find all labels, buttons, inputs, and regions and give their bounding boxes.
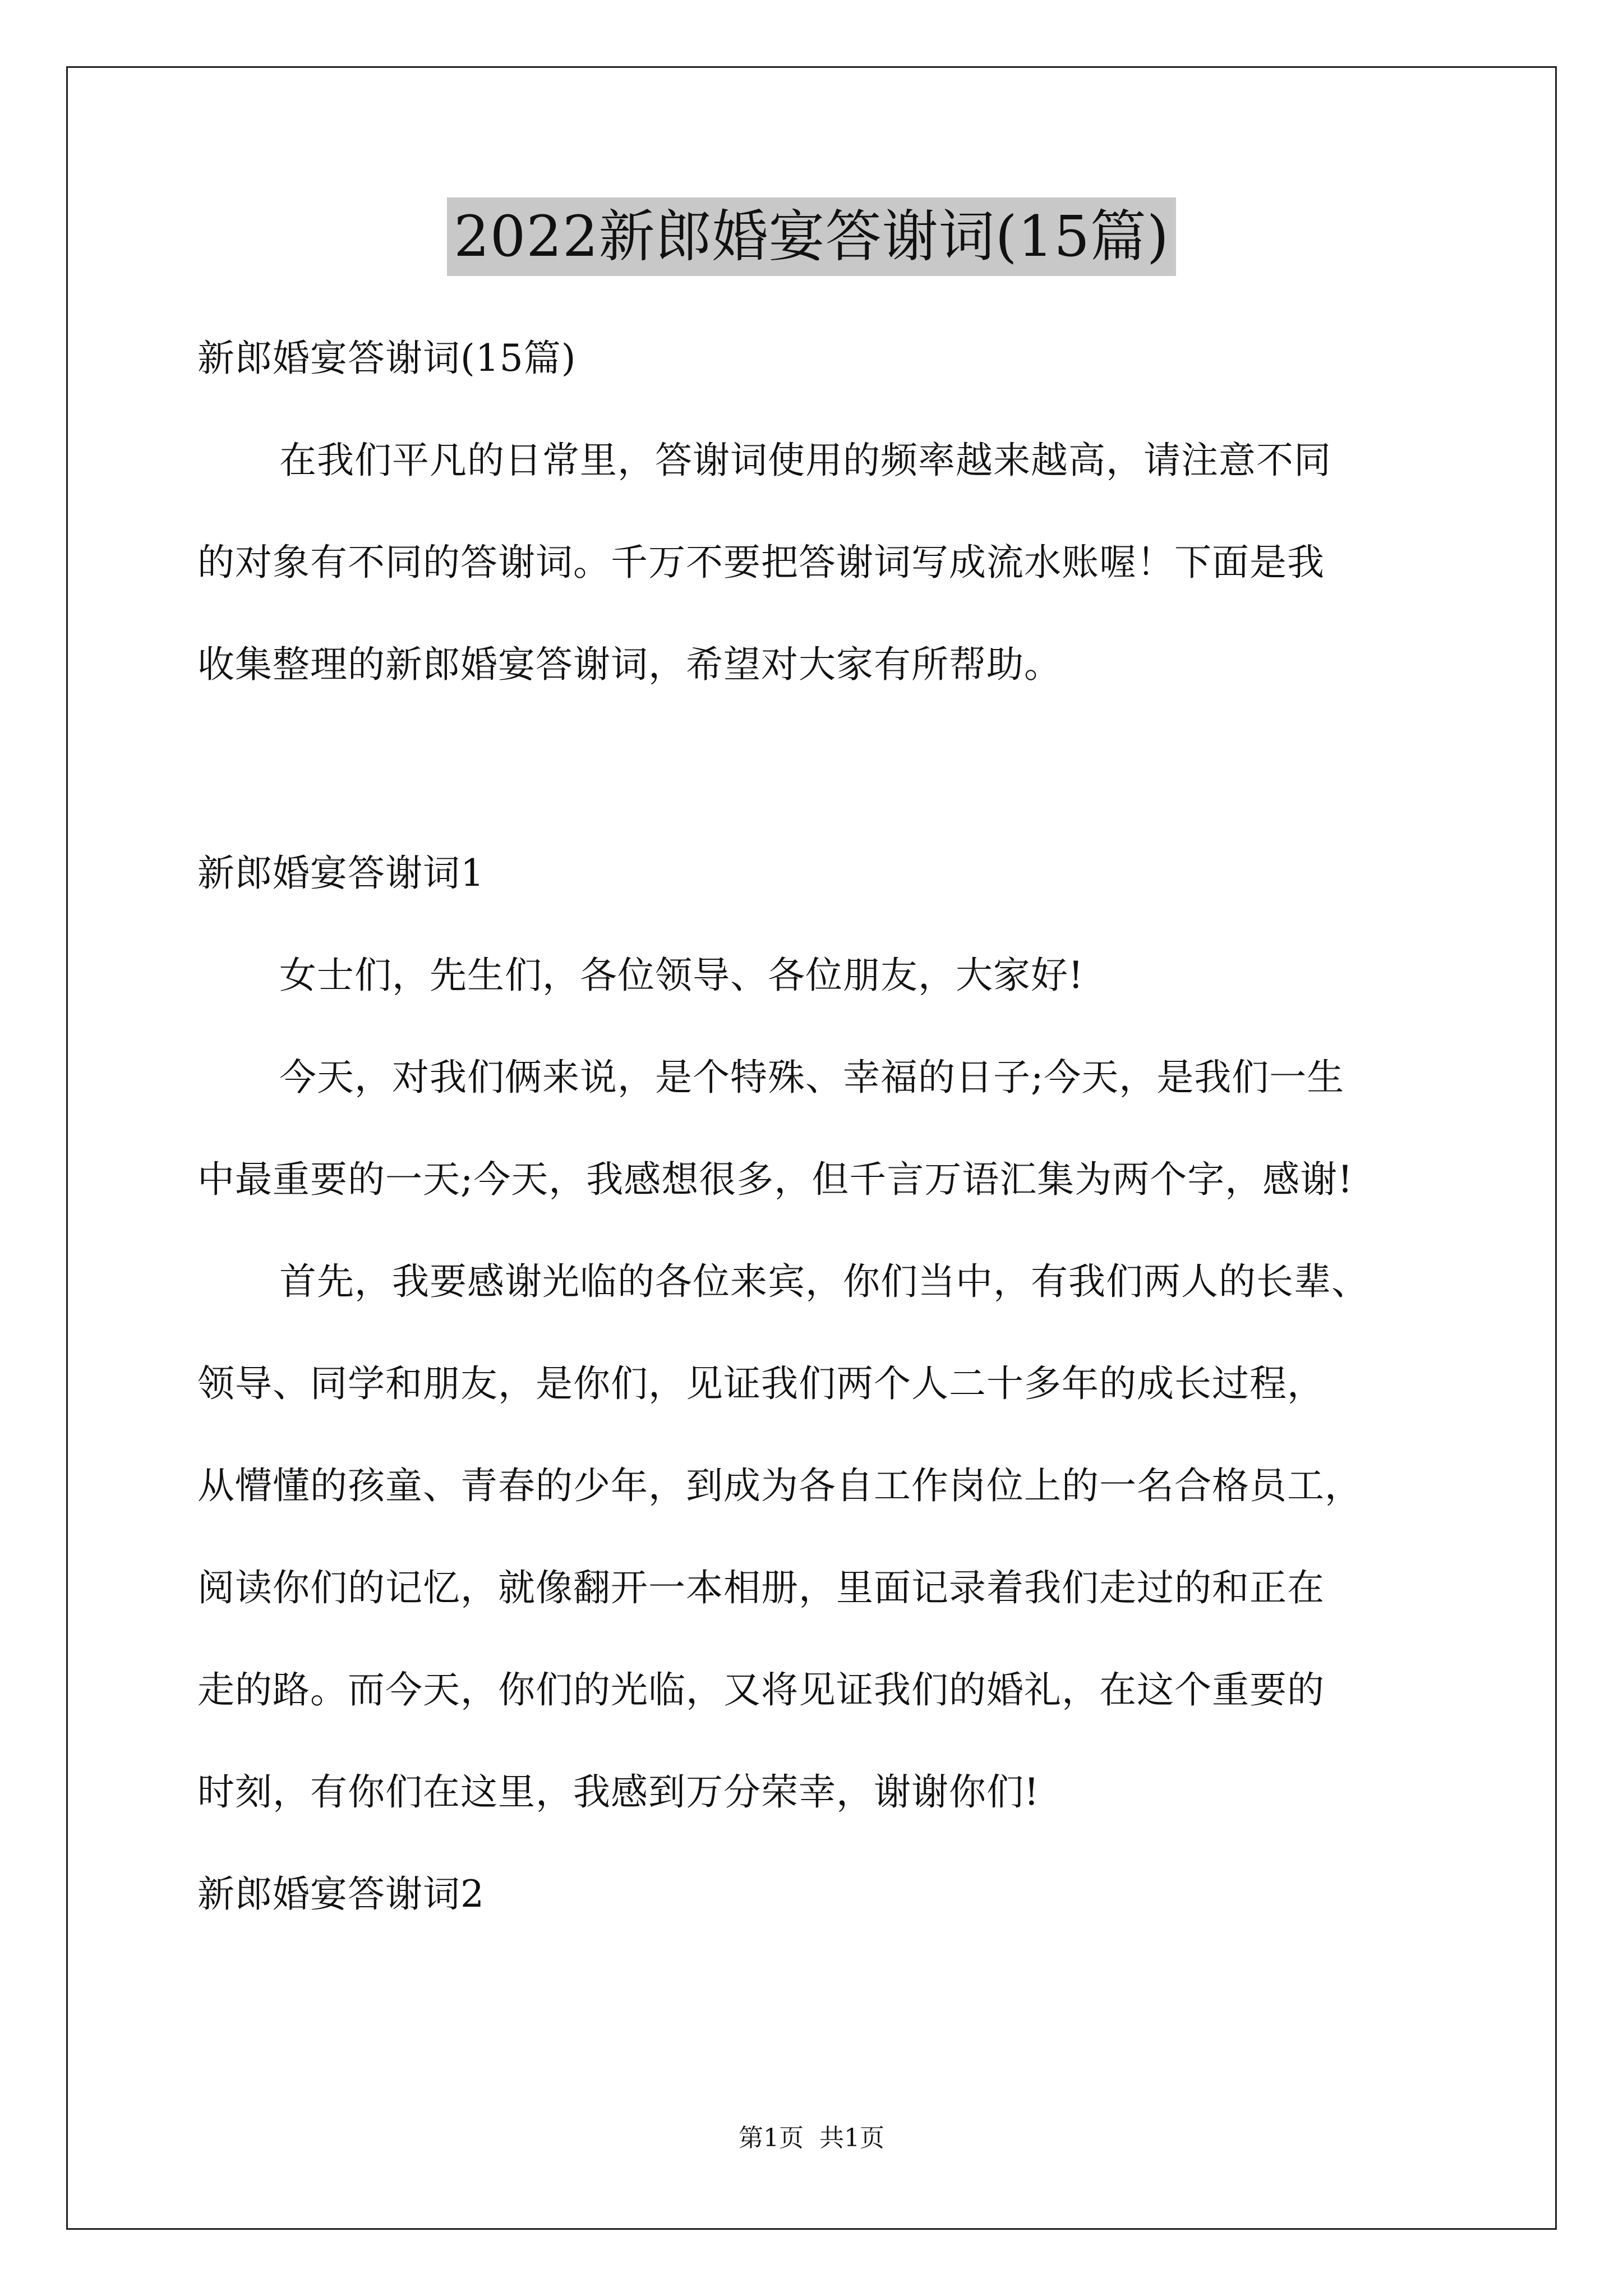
subtitle: 新郎婚宴答谢词(15篇) (197, 337, 577, 380)
section-1-line-5: 领导、同学和朋友，是你们，见证我们两个人二十多年的成长过程， (197, 1362, 1325, 1405)
section-1-heading: 新郎婚宴答谢词1 (197, 852, 485, 895)
section-1-line-9: 时刻，有你们在这里，我感到万分荣幸，谢谢你们! (197, 1770, 1040, 1814)
document-body (197, 307, 1429, 1945)
page-total: 共1页 (819, 2124, 884, 2152)
page-footer (0, 2122, 1623, 2155)
section-1-line-4: 首先，我要感谢光临的各位来宾，你们当中，有我们两人的长辈、 (279, 1260, 1369, 1303)
section-1-line-6: 从懵懂的孩童、青春的少年，到成为各自工作岗位上的一名合格员工， (197, 1464, 1362, 1507)
intro-line-3: 收集整理的新郎婚宴答谢词，希望对大家有所帮助。 (197, 643, 1062, 686)
intro-line-2: 的对象有不同的答谢词。千万不要把答谢词写成流水账喔！下面是我 (197, 541, 1325, 584)
section-1-line-3: 中最重要的一天;今天，我感想很多，但千言万语汇集为两个字，感谢! (197, 1158, 1353, 1201)
section-2-heading: 新郎婚宴答谢词2 (197, 1872, 485, 1916)
section-1-line-8: 走的路。而今天，你们的光临，又将见证我们的婚礼，在这个重要的 (197, 1668, 1325, 1711)
section-1-line-1: 女士们，先生们，各位领导、各位朋友，大家好! (279, 954, 1084, 997)
section-gap (197, 716, 1429, 822)
section-1-line-2: 今天，对我们俩来说，是个特殊、幸福的日子;今天，是我们一生 (279, 1056, 1345, 1099)
intro-line-1: 在我们平凡的日常里，答谢词使用的频率越来越高，请注意不同 (279, 439, 1331, 482)
page-number: 第1页 (739, 2124, 804, 2152)
section-1-line-7: 阅读你们的记忆，就像翻开一本相册，里面记录着我们走过的和正在 (197, 1566, 1325, 1609)
title-container (0, 197, 1623, 276)
document-title: 2022新郎婚宴答谢词(15篇) (447, 197, 1176, 276)
